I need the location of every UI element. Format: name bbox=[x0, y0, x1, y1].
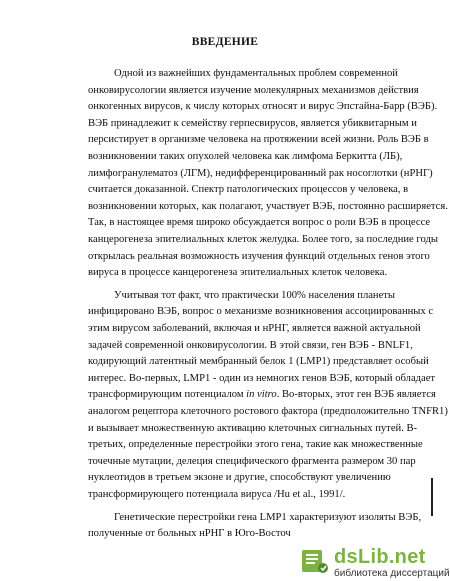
text-line: открылась реальная возможность изучения функций отдельных генов этого bbox=[88, 250, 430, 262]
dslib-logo-icon bbox=[300, 546, 330, 576]
text-line: считается доказанной. Спектр патологических процессов у человека, в bbox=[88, 184, 409, 196]
italic-term: in vitro bbox=[246, 389, 277, 401]
text-line: Учитывая тот факт, что практически 100% населения планеты bbox=[114, 289, 396, 301]
text-line: Так, в настоящее время широко обсуждается вопрос о роли ВЭБ в процессе bbox=[88, 217, 431, 229]
text-line: Одной из важнейших фундаментальных проблем современной bbox=[114, 68, 398, 79]
text-line: задачей современной онковирусологии. В этой связи, ген ВЭБ - BNLF1, bbox=[88, 339, 413, 351]
text-line: канцерогенеза эпителиальных клеток желудка. Более того, за последние годы bbox=[88, 234, 438, 245]
text-line: кодирующий латентный мембранный белок 1 (LMP1) представляет особый bbox=[88, 356, 429, 368]
watermark-name-text: dsLib.net bbox=[334, 546, 426, 568]
text-line: возникновении таких опухолей человека как лимфома Беркитта (ЛБ), bbox=[88, 151, 403, 162]
text-line: возникновении которых, как полагают, участвует ВЭБ, постоянно расширяется. bbox=[88, 200, 448, 212]
watermark-name bbox=[334, 546, 426, 569]
margin-mark bbox=[431, 478, 433, 516]
text-line: этим вирусом заболеваний, включая и нРНГ, является важной актуальной bbox=[88, 323, 421, 334]
text-line: полученные от больных нРНГ в Юго-Восточ bbox=[88, 528, 291, 540]
text-line: инфицировано ВЭБ, вопрос о механизме возникновения ассоциированных с bbox=[88, 306, 434, 318]
page-heading: ВВЕДЕНИЕ bbox=[191, 36, 259, 48]
text-line: персистирует в организме человека на протяжении всей жизни. Роль ВЭБ в bbox=[88, 134, 429, 146]
watermark-tagline: библиотека диссертаций bbox=[334, 568, 450, 579]
text-line: онкогенных вирусов, к числу которых относят и вирус Эпстайна-Барр (ВЭБ). bbox=[88, 101, 438, 113]
text-line: онковирусологии является изучение молекулярных механизмов действия bbox=[88, 84, 419, 96]
text-line: вируса в процессе канцерогенеза эпителиальных клеток человека. bbox=[88, 267, 388, 279]
text-line: лимфогранулематоз (ЛГМ), недифференцированный рак носоглотки (нРНГ) bbox=[88, 167, 433, 179]
text-line: Генетические перестройки гена LMP1 характеризуют изоляты ВЭБ, bbox=[114, 511, 422, 523]
text-line: аналогом рецептора клеточного ростового фактора (предположительно TNFR1) bbox=[88, 406, 448, 417]
text-line: интерес. Во-первых, LMP1 - один из немногих генов ВЭБ, который обладает bbox=[88, 372, 436, 384]
dslib-watermark[interactable] bbox=[300, 544, 450, 580]
text-line: нуклеотидов в третьем экзоне и другие, способствуют увеличению bbox=[88, 472, 391, 484]
text-line: трансформирующего потенциала вируса /Hu et al., 1991/. bbox=[88, 489, 346, 500]
text-line: третьих, определенные перестройки этого гена, такие как множественные bbox=[88, 439, 423, 451]
text-line: трансформирующим потенциалом in vitro. Во-вторых, этот ген ВЭБ является bbox=[88, 389, 436, 401]
text-line: ВЭБ принадлежит к семейству герпесвирусов, является убиквитарным и bbox=[88, 117, 417, 129]
text-line: точечные мутации, делеция специфического фрагмента размером 30 пар bbox=[88, 455, 416, 467]
text-line: и вызывает множественную активацию клеточных сигнальных путей. В- bbox=[88, 422, 418, 434]
